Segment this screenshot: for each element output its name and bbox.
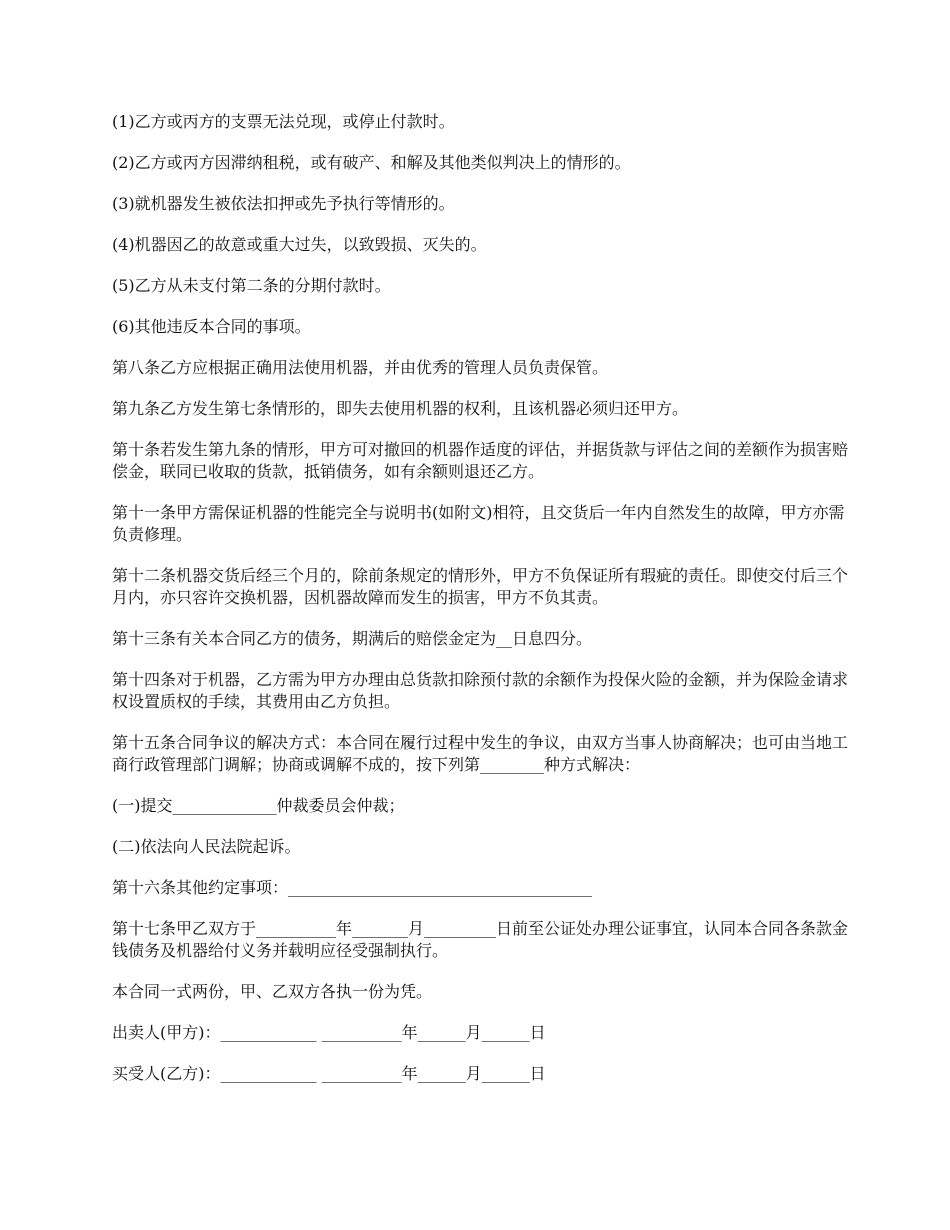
clause-item-2: (2)乙方或丙方因滞纳租税，或有破产、和解及其他类似判决上的情形的。 [112, 153, 631, 172]
dispute-option-2: (二)依法向人民法院起诉。 [112, 837, 301, 856]
article-8: 第八条乙方应根据正确用法使用机器，并由优秀的管理人员负责保管。 [112, 358, 609, 377]
clause-item-4: (4)机器因乙的故意或重大过失，以致毁损、灭失的。 [112, 235, 487, 254]
copies-statement: 本合同一式两份，甲、乙双方各执一份为凭。 [112, 982, 433, 1001]
document-body [112, 111, 852, 1104]
clause-item-5: (5)乙方从未支付第二条的分期付款时。 [112, 276, 391, 295]
clause-item-6: (6)其他违反本合同的事项。 [112, 317, 311, 336]
dispute-option-1: (一)提交_____________仲裁委员会仲裁； [112, 796, 405, 815]
article-11: 第十一条甲方需保证机器的性能完全与说明书(如附文)相符，且交货后一年内自然发生的故障，甲方亦需负责修理。 [112, 503, 845, 544]
article-10: 第十条若发生第九条的情形，甲方可对撤回的机器作适度的评估，并据货款与评估之间的差额作为损害赔偿金，联同已收取的货款，抵销债务，如有余额则退还乙方。 [112, 440, 849, 481]
article-14: 第十四条对于机器，乙方需为甲方办理由总货款扣除预付款的余额作为投保火险的金额，并为保险金请求权设置质权的手续，其费用由乙方负担。 [112, 670, 849, 711]
article-17: 第十七条甲乙双方于__________年_______月_________日前至公证处办理公证事宜，认同本合同各条款金钱债务及机器给付义务并载明应径受强制执行。 [112, 919, 849, 960]
article-13: 第十三条有关本合同乙方的债务，期满后的赔偿金定为__日息四分。 [112, 629, 593, 648]
article-15: 第十五条合同争议的解决方式：本合同在履行过程中发生的争议，由双方当事人协商解决；也可由当地工商行政管理部门调解；协商或调解不成的，按下列第________种方式解决： [112, 733, 849, 774]
article-9: 第九条乙方发生第七条情形的，即失去使用机器的权利，且该机器必须归还甲方。 [112, 399, 689, 418]
article-12: 第十二条机器交货后经三个月的，除前条规定的情形外，甲方不负保证所有瑕疵的责任。即使交付后三个月内，亦只容许交换机器，因机器故障而发生的损害，甲方不负其责。 [112, 566, 849, 607]
seller-signature-line: 出卖人(甲方)：____________ __________年______月______日 [112, 1023, 546, 1042]
clause-item-1: (1)乙方或丙方的支票无法兑现，或停止付款时。 [112, 112, 455, 131]
article-16: 第十六条其他约定事项：______________________________________ [112, 878, 593, 897]
clause-item-3: (3)就机器发生被依法扣押或先予执行等情形的。 [112, 194, 455, 213]
buyer-signature-line: 买受人(乙方)：____________ __________年______月______日 [112, 1064, 546, 1083]
